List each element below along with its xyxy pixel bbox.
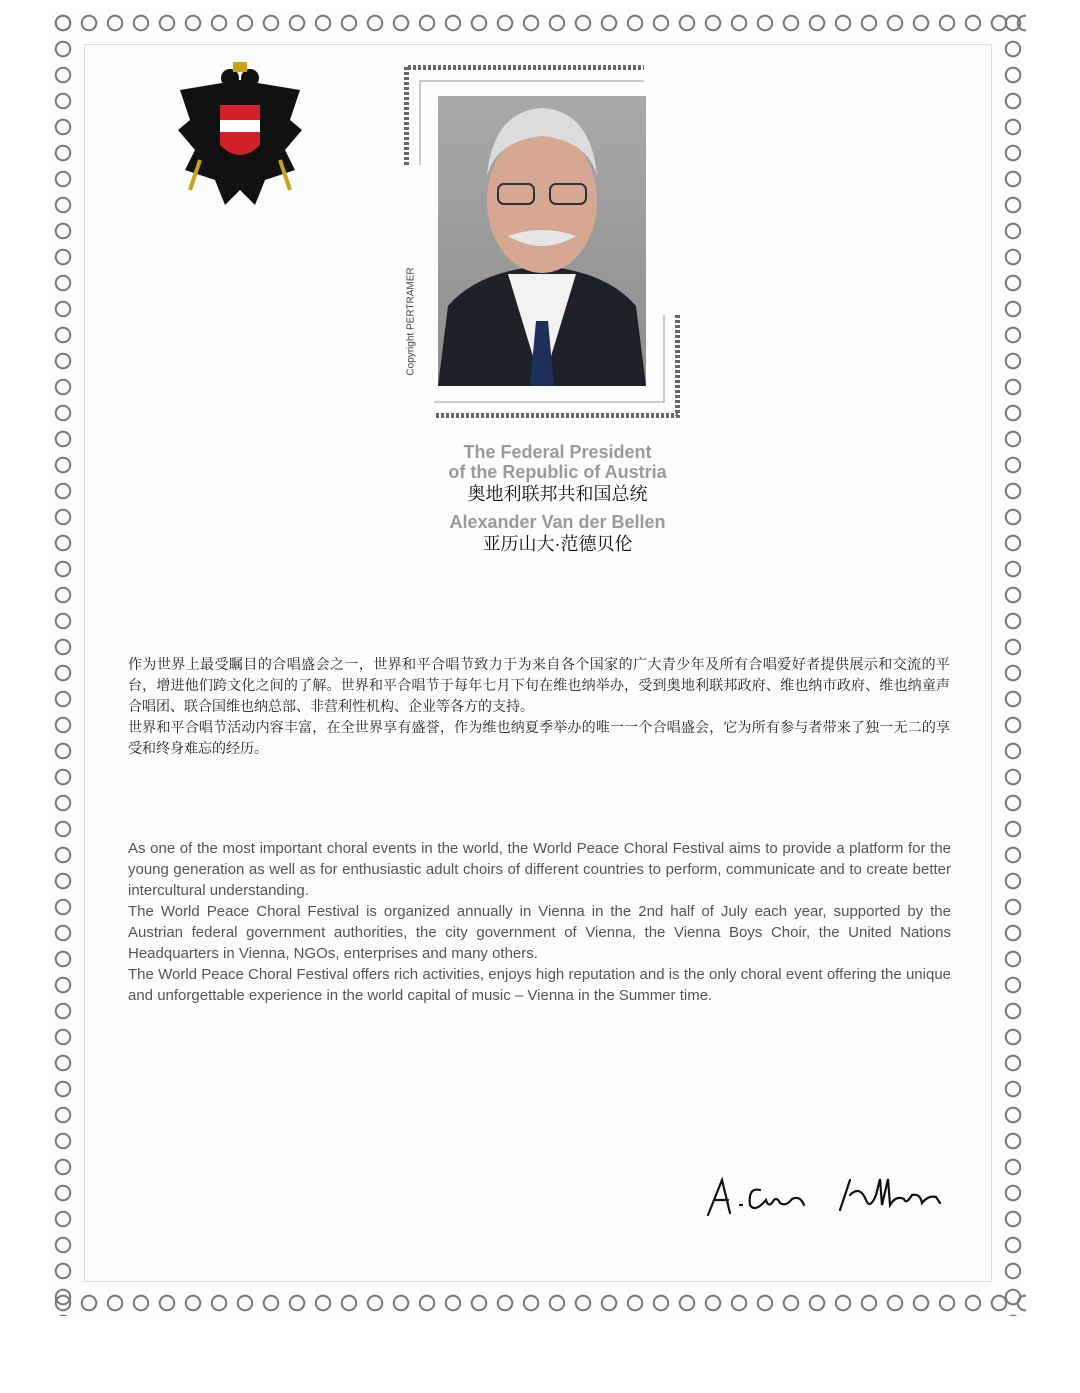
body-cn-paragraph: 世界和平合唱节活动内容丰富，在全世界享有盛誉，作为维也纳夏季举办的唯一一个合唱盛会，它为所有参与者带来了独一无二的享受和终身难忘的经历。 (128, 719, 950, 756)
body-english (128, 838, 951, 1006)
name-en: Alexander Van der Bellen (449, 512, 666, 532)
body-en-paragraph: The World Peace Choral Festival is organized annually in Vienna in the 2nd half of July each year, supported by the Austrian federal government authorities, the city government of Vienna, the Vienna Boys Choir, the United Nations Headquarters in Vienna, NGOs, enterprises and many others. (128, 903, 951, 962)
body-chinese (128, 654, 950, 759)
title-cn: 奥地利联邦共和国总统 (467, 484, 648, 504)
president-portrait (438, 96, 646, 386)
title-line-2: of the Republic of Austria (448, 462, 667, 482)
body-cn-paragraph: 作为世界上最受瞩目的合唱盛会之一，世界和平合唱节致力于为来自各个国家的广大青少年及所有合唱爱好者提供展示和交流的平台，增进他们跨文化之间的了解。世界和平合唱节于每年七月下旬在维也纳举办，受到奥地利联邦政府、维也纳市政府、维也纳童声合唱团、联合国维也纳总部、非营利性机构、企业等各方的支持。 (128, 656, 950, 714)
border-top (50, 10, 1026, 36)
border-bottom (50, 1290, 1026, 1316)
name-cn: 亚历山大·范德贝伦 (482, 534, 633, 554)
title-line-1: The Federal President (463, 442, 652, 462)
body-en-paragraph: The World Peace Choral Festival offers rich activities, enjoys high reputation and is the only choral event offering the unique and unforgettable experience in the world capital of music – Vienna in the Summer time. (128, 966, 951, 1004)
border-left (50, 10, 76, 1316)
title-block (400, 442, 715, 556)
body-en-paragraph: As one of the most important choral events in the world, the World Peace Choral Festival aims to provide a platform for the young generation as well as for enthusiastic adult choirs of different countries to perform, communicate and to create better intercultural understanding. (128, 840, 951, 899)
coat-of-arms-icon (170, 60, 310, 210)
border-right (1000, 10, 1026, 1316)
photo-copyright: Copyright PERTRAMER (405, 267, 417, 376)
signature (700, 1165, 950, 1225)
